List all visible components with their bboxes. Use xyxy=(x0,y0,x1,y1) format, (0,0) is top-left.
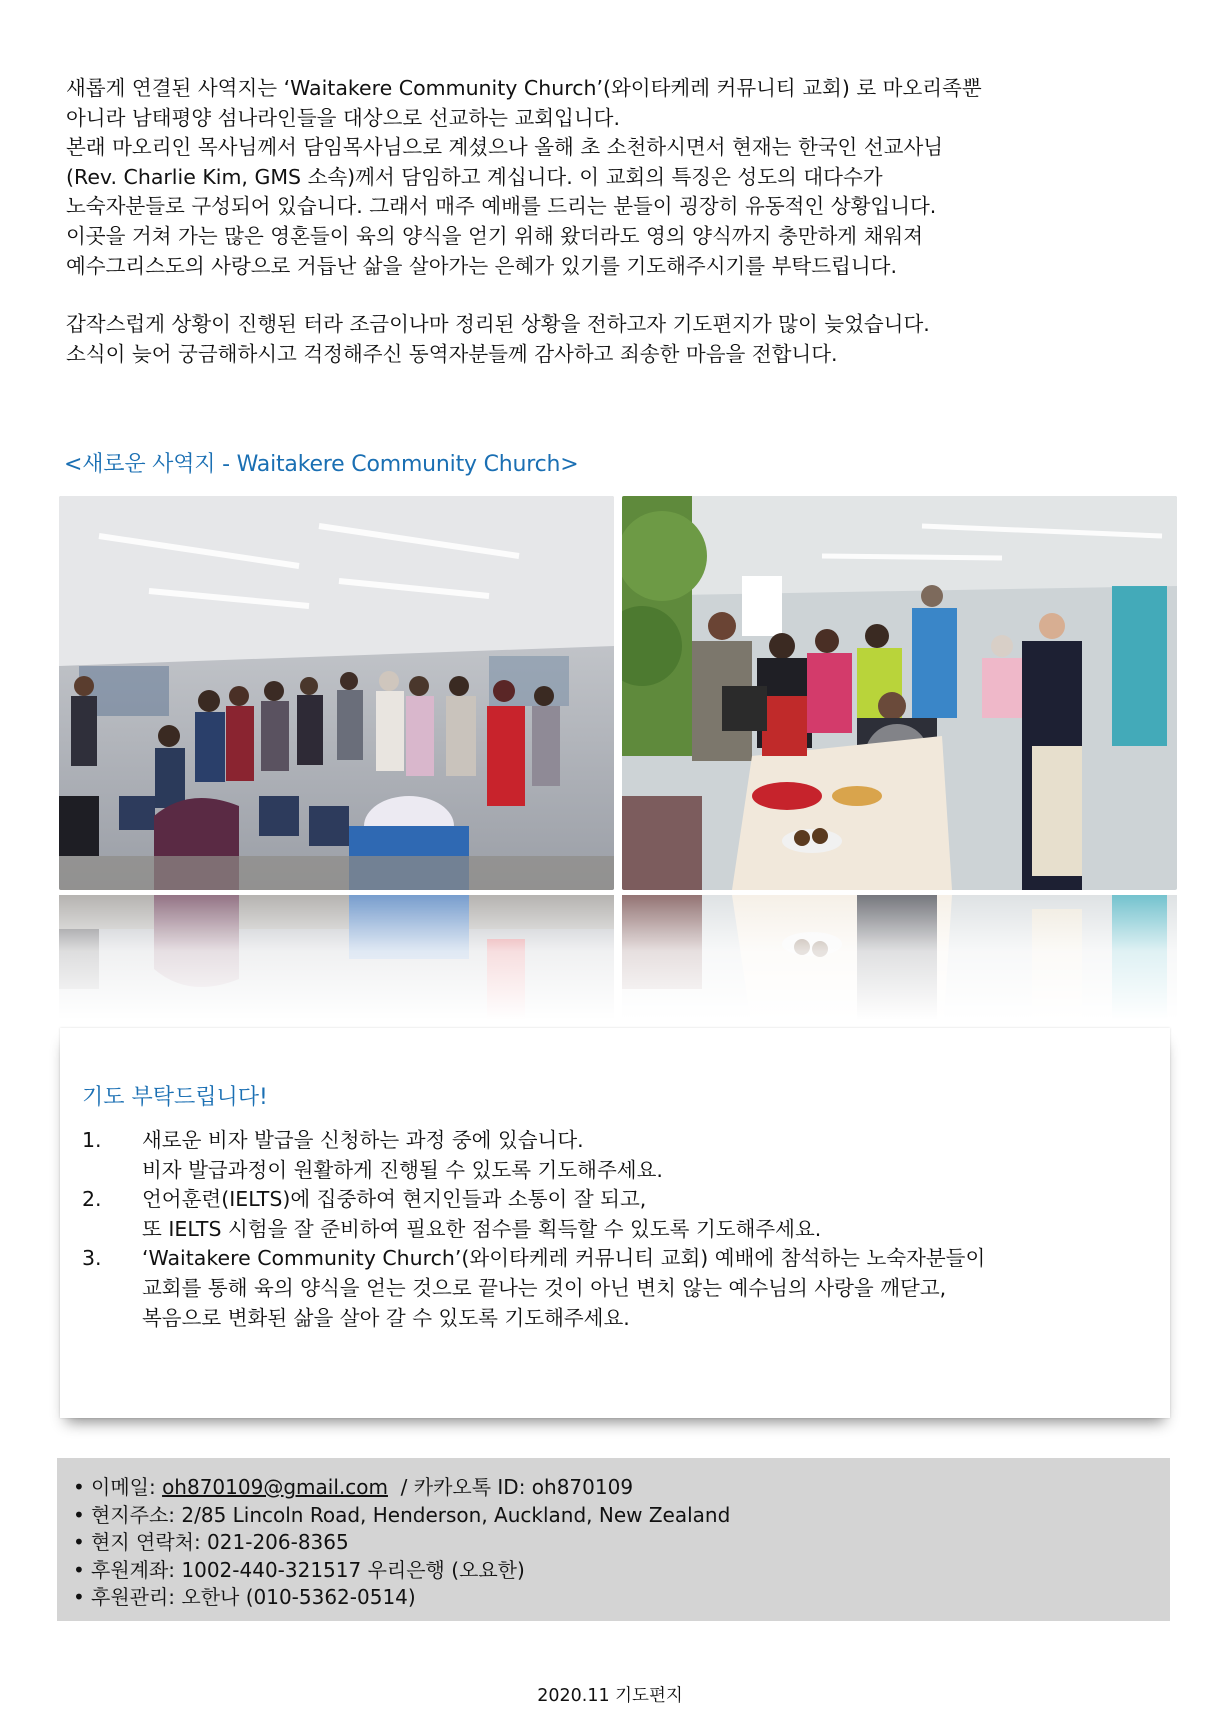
bullet: • xyxy=(73,1475,85,1499)
prayer-item-number: 1. xyxy=(82,1128,102,1152)
worship-photo xyxy=(59,496,614,890)
prayer-item xyxy=(82,1185,985,1244)
prayer-item-number: 3. xyxy=(82,1246,102,1271)
prayer-list xyxy=(82,1126,985,1333)
manager-text: 후원관리: 오한나 (010-5362-0514) xyxy=(91,1585,416,1610)
intro-line: 소식이 늦어 궁금해하시고 걱정해주신 동역자분들께 감사하고 죄송한 마음을 전합니다. xyxy=(66,341,838,366)
phone-text: 현지 연락처: 021-206-8365 xyxy=(91,1530,349,1555)
contact-email-row xyxy=(73,1474,730,1502)
address-text: 현지주소: 2/85 Lincoln Road, Henderson, Auckland, New Zealand xyxy=(91,1502,731,1527)
intro-line: 본래 마오리인 목사님께서 담임목사님으로 계셨으나 올해 초 소천하시면서 현재는 한국인 선교사님 xyxy=(66,135,944,160)
contact-info xyxy=(57,1458,1170,1621)
section-title: <새로운 사역지 - Waitakere Community Church> xyxy=(64,452,579,477)
prayer-item-number: 2. xyxy=(82,1187,102,1212)
prayer-item-line: 또 IELTS 시험을 잘 준비하여 필요한 점수를 획득할 수 있도록 기도해주세요. xyxy=(142,1216,822,1241)
bullet: • xyxy=(73,1557,85,1582)
account-text: 후원계좌: 1002-440-321517 우리은행 (오요한) xyxy=(91,1557,525,1582)
page-footer: 2020.11 기도편지 xyxy=(537,1686,683,1706)
prayer-item-line: 비자 발급과정이 원활하게 진행될 수 있도록 기도해주세요. xyxy=(142,1157,663,1182)
meal-photo-reflection xyxy=(622,895,1177,1020)
intro-line: 이곳을 거쳐 가는 많은 영혼들이 육의 양식을 얻기 위해 왔더라도 영의 양식까지 충만하게 채워져 xyxy=(66,223,924,248)
prayer-item-line: 새로운 비자 발급을 신청하는 과정 중에 있습니다. xyxy=(142,1128,584,1152)
contact-manager-row xyxy=(73,1584,730,1612)
email-label: 이메일: xyxy=(91,1475,163,1499)
prayer-item-line: 교회를 통해 육의 양식을 얻는 것으로 끝나는 것이 아닌 변치 않는 예수님의 사랑을 깨닫고, xyxy=(142,1275,947,1300)
kakao-id: / 카카오톡 ID: oh870109 xyxy=(387,1475,634,1499)
prayer-title: 기도 부탁드립니다! xyxy=(82,1085,268,1110)
bullet: • xyxy=(73,1502,85,1527)
contact-phone-row xyxy=(73,1529,730,1557)
bullet: • xyxy=(73,1585,85,1610)
intro-line: (Rev. Charlie Kim, GMS 소속)께서 담임하고 계십니다. 이 교회의 특징은 성도의 대다수가 xyxy=(66,164,883,189)
intro-text xyxy=(66,74,1166,369)
intro-line: 노숙자분들로 구성되어 있습니다. 그래서 매주 예배를 드리는 분들이 굉장히 유동적인 상황입니다. xyxy=(66,194,937,219)
prayer-item xyxy=(82,1126,985,1185)
contact-account-row xyxy=(73,1557,730,1585)
prayer-request-box xyxy=(60,1028,1170,1418)
bullet: • xyxy=(73,1530,85,1555)
prayer-item xyxy=(82,1244,985,1333)
prayer-item-line: ‘Waitakere Community Church’(와이타케레 커뮤니티 교회) 예배에 참석하는 노숙자분들이 xyxy=(142,1246,986,1271)
prayer-item-line: 복음으로 변화된 삶을 살아 갈 수 있도록 기도해주세요. xyxy=(142,1305,630,1330)
email-link[interactable]: oh870109@gmail.com xyxy=(162,1475,388,1499)
contact-address-row xyxy=(73,1502,730,1530)
meal-photo xyxy=(622,496,1177,890)
worship-photo-reflection xyxy=(59,895,614,1020)
prayer-item-line: 언어훈련(IELTS)에 집중하여 현지인들과 소통이 잘 되고, xyxy=(142,1187,647,1212)
intro-line: 갑작스럽게 상황이 진행된 터라 조금이나마 정리된 상황을 전하고자 기도편지가 많이 늦었습니다. xyxy=(66,312,930,337)
intro-line: 새롭게 연결된 사역지는 ‘Waitakere Community Church’(와이타케레 커뮤니티 교회) 로 마오리족뿐 xyxy=(66,76,982,100)
intro-line: 아니라 남태평양 섬나라인들을 대상으로 선교하는 교회입니다. xyxy=(66,105,620,130)
intro-line: 예수그리스도의 사랑으로 거듭난 삶을 살아가는 은혜가 있기를 기도해주시기를 부탁드립니다. xyxy=(66,253,897,278)
